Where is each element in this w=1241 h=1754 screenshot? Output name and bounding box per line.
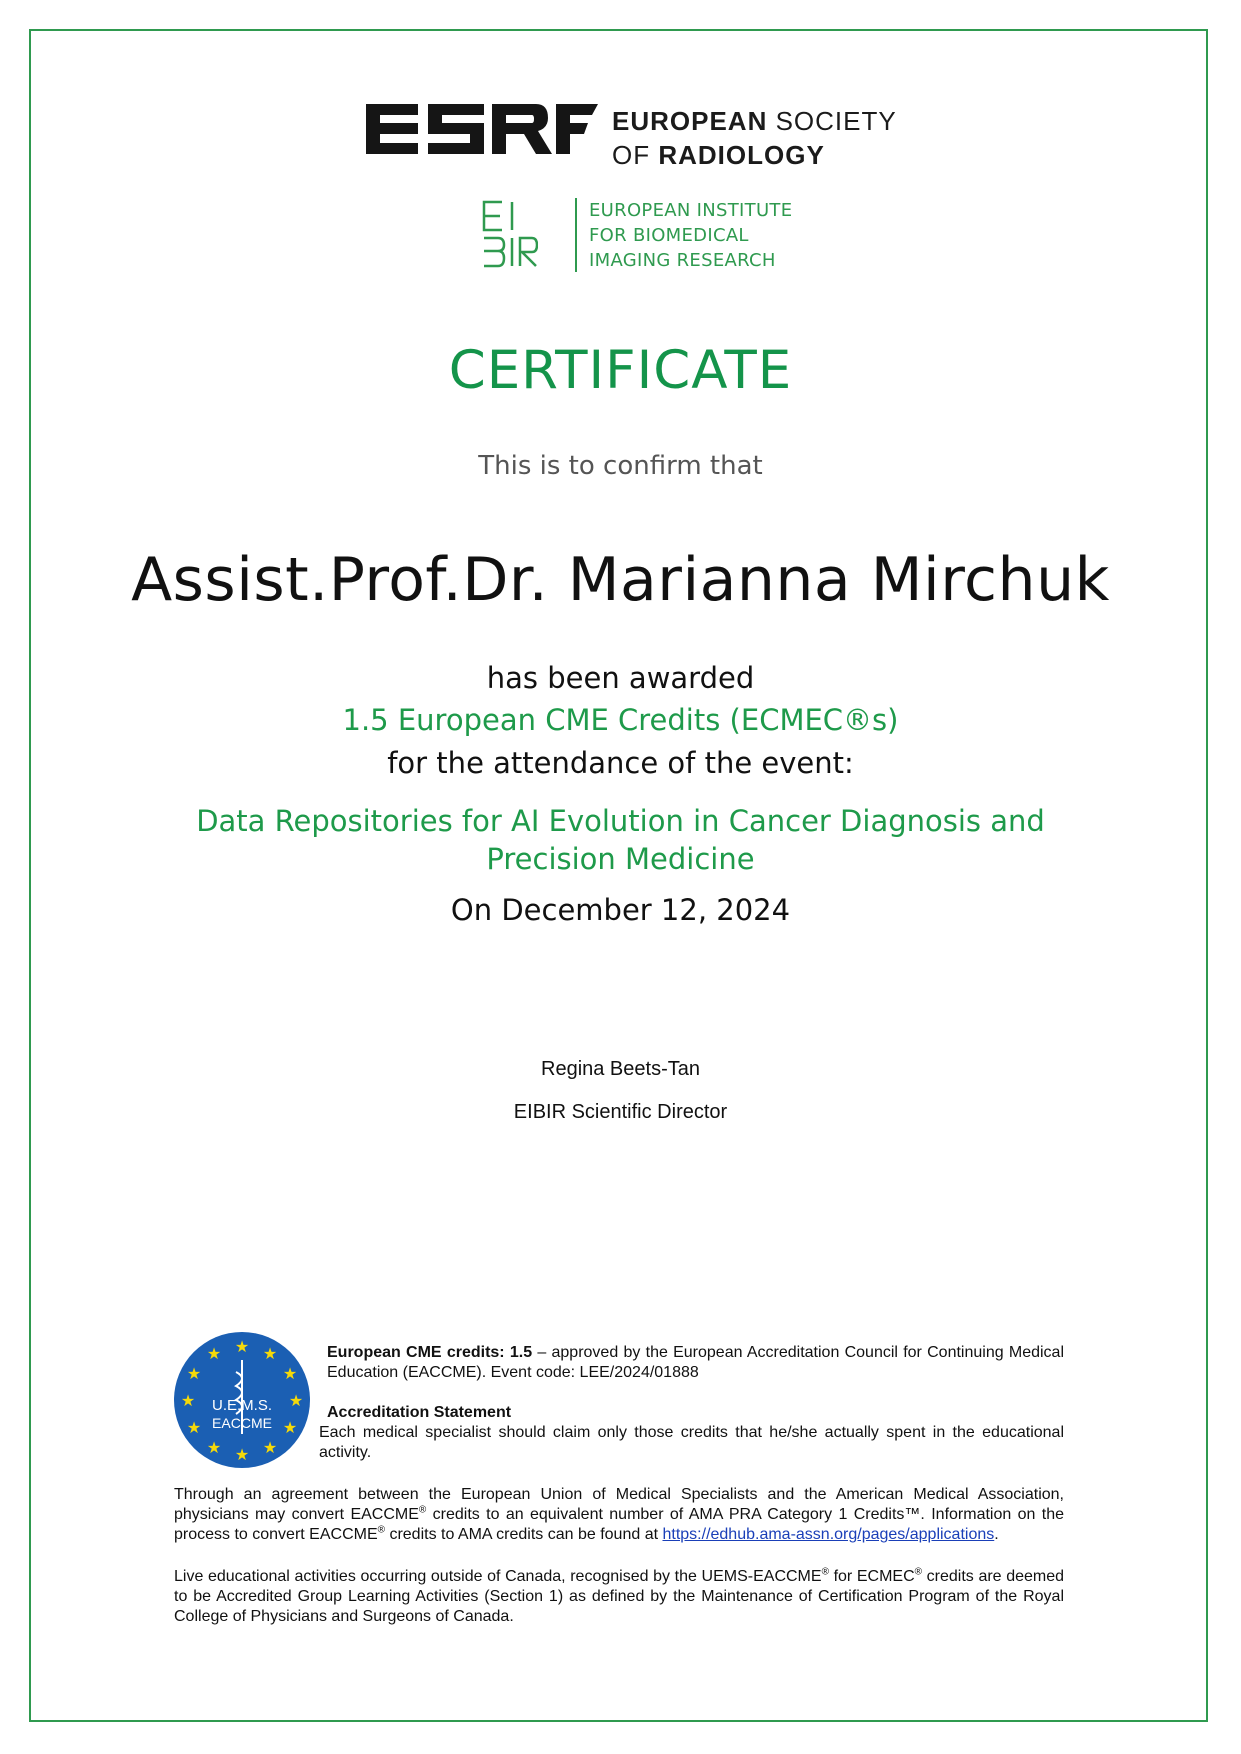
esr-name bbox=[612, 104, 897, 172]
agreement-text-1: Through an agreement between the European Union of Medical Specialists and the American Medical Association, physicians may convert EACCME bbox=[174, 1486, 1064, 1523]
event-title bbox=[0, 802, 1241, 878]
svg-text:★: ★ bbox=[234, 1445, 250, 1464]
agreement-text-2: credits to an equivalent number of AMA PRA Category 1 Credits™. Information on the process to convert EACCME bbox=[174, 1506, 1065, 1543]
cme-credits-label: European CME credits: 1.5 bbox=[327, 1344, 533, 1361]
event-date: On December 12, 2024 bbox=[450, 893, 791, 927]
signer-role: EIBIR Scientific Director bbox=[513, 1101, 728, 1123]
svg-text:★: ★ bbox=[234, 1337, 250, 1356]
svg-text:★: ★ bbox=[282, 1364, 298, 1383]
signer-name: Regina Beets-Tan bbox=[541, 1058, 700, 1080]
certificate-title: CERTIFICATE bbox=[448, 340, 793, 401]
canada-text-1: Live educational activities occurring outside of Canada, recognised by the UEMS-EACCME bbox=[174, 1568, 822, 1585]
badge-line-2: EACCME bbox=[212, 1415, 272, 1431]
svg-text:★: ★ bbox=[262, 1438, 278, 1457]
event-title-line-2: Precision Medicine bbox=[486, 842, 755, 876]
eibir-logo bbox=[480, 200, 538, 272]
canada-text-2: for ECMEC bbox=[828, 1568, 915, 1585]
svg-text:★: ★ bbox=[282, 1418, 298, 1437]
eaccme-badge bbox=[172, 1330, 312, 1474]
canada-text-3: credits are deemed to be Accredited Group Learning Activities (Section 1) as defined by the Maintenance of Certification Program of the Royal College of Physicians and Surgeons of Canada. bbox=[174, 1568, 1065, 1625]
reg-mark: ® bbox=[377, 1524, 385, 1536]
esr-name-bold: EUROPEAN bbox=[612, 106, 768, 136]
ama-agreement-paragraph bbox=[174, 1485, 1064, 1545]
agreement-text-3: credits to AMA credits can be found at bbox=[385, 1526, 663, 1543]
cme-credits-paragraph bbox=[327, 1343, 1064, 1383]
reg-mark: ® bbox=[914, 1566, 923, 1578]
attendance-text: for the attendance of the event: bbox=[387, 746, 854, 780]
eibir-line-2: FOR BIOMEDICAL bbox=[589, 225, 749, 246]
credits-text: 1.5 European CME Credits (ECMEC®s) bbox=[342, 703, 899, 737]
esr-name-of: OF bbox=[612, 140, 651, 170]
esr-name-rest: SOCIETY bbox=[775, 106, 897, 136]
esr-name-radiology: RADIOLOGY bbox=[658, 140, 825, 170]
agreement-end: . bbox=[994, 1526, 999, 1543]
confirm-text: This is to confirm that bbox=[478, 451, 763, 481]
event-title-line-1: Data Repositories for AI Evolution in Cancer Diagnosis and bbox=[196, 804, 1045, 838]
reg-mark: ® bbox=[418, 1504, 427, 1516]
eibir-line-3: IMAGING RESEARCH bbox=[589, 250, 776, 271]
badge-line-1: U.E.M.S. bbox=[211, 1397, 273, 1414]
svg-text:★: ★ bbox=[288, 1391, 304, 1410]
cme-credits-text: – approved by the European Accreditation Council for Continuing Medical Education (EACCME). Event code: LEE/2024/01888 bbox=[327, 1344, 1065, 1381]
svg-text:★: ★ bbox=[262, 1344, 278, 1363]
ama-applications-link[interactable]: https://edhub.ama-assn.org/pages/applications bbox=[662, 1526, 995, 1543]
accreditation-heading: Accreditation Statement bbox=[327, 1404, 512, 1421]
accreditation-text: Each medical specialist should claim only those credits that he/she actually spent in the educational activity. bbox=[319, 1424, 1064, 1461]
reg-mark: ® bbox=[821, 1566, 829, 1578]
eibir-line-1: EUROPEAN INSTITUTE bbox=[589, 200, 793, 221]
svg-text:★: ★ bbox=[206, 1344, 222, 1363]
esr-logo bbox=[366, 104, 598, 158]
canada-paragraph bbox=[174, 1567, 1064, 1627]
eibir-name bbox=[575, 198, 792, 272]
svg-text:★: ★ bbox=[206, 1438, 222, 1457]
awarded-text: has been awarded bbox=[486, 661, 755, 695]
recipient-name: Assist.Prof.Dr. Marianna Mirchuk bbox=[131, 545, 1110, 615]
svg-text:★: ★ bbox=[186, 1418, 202, 1437]
svg-text:★: ★ bbox=[186, 1364, 202, 1383]
svg-text:★: ★ bbox=[180, 1391, 196, 1410]
